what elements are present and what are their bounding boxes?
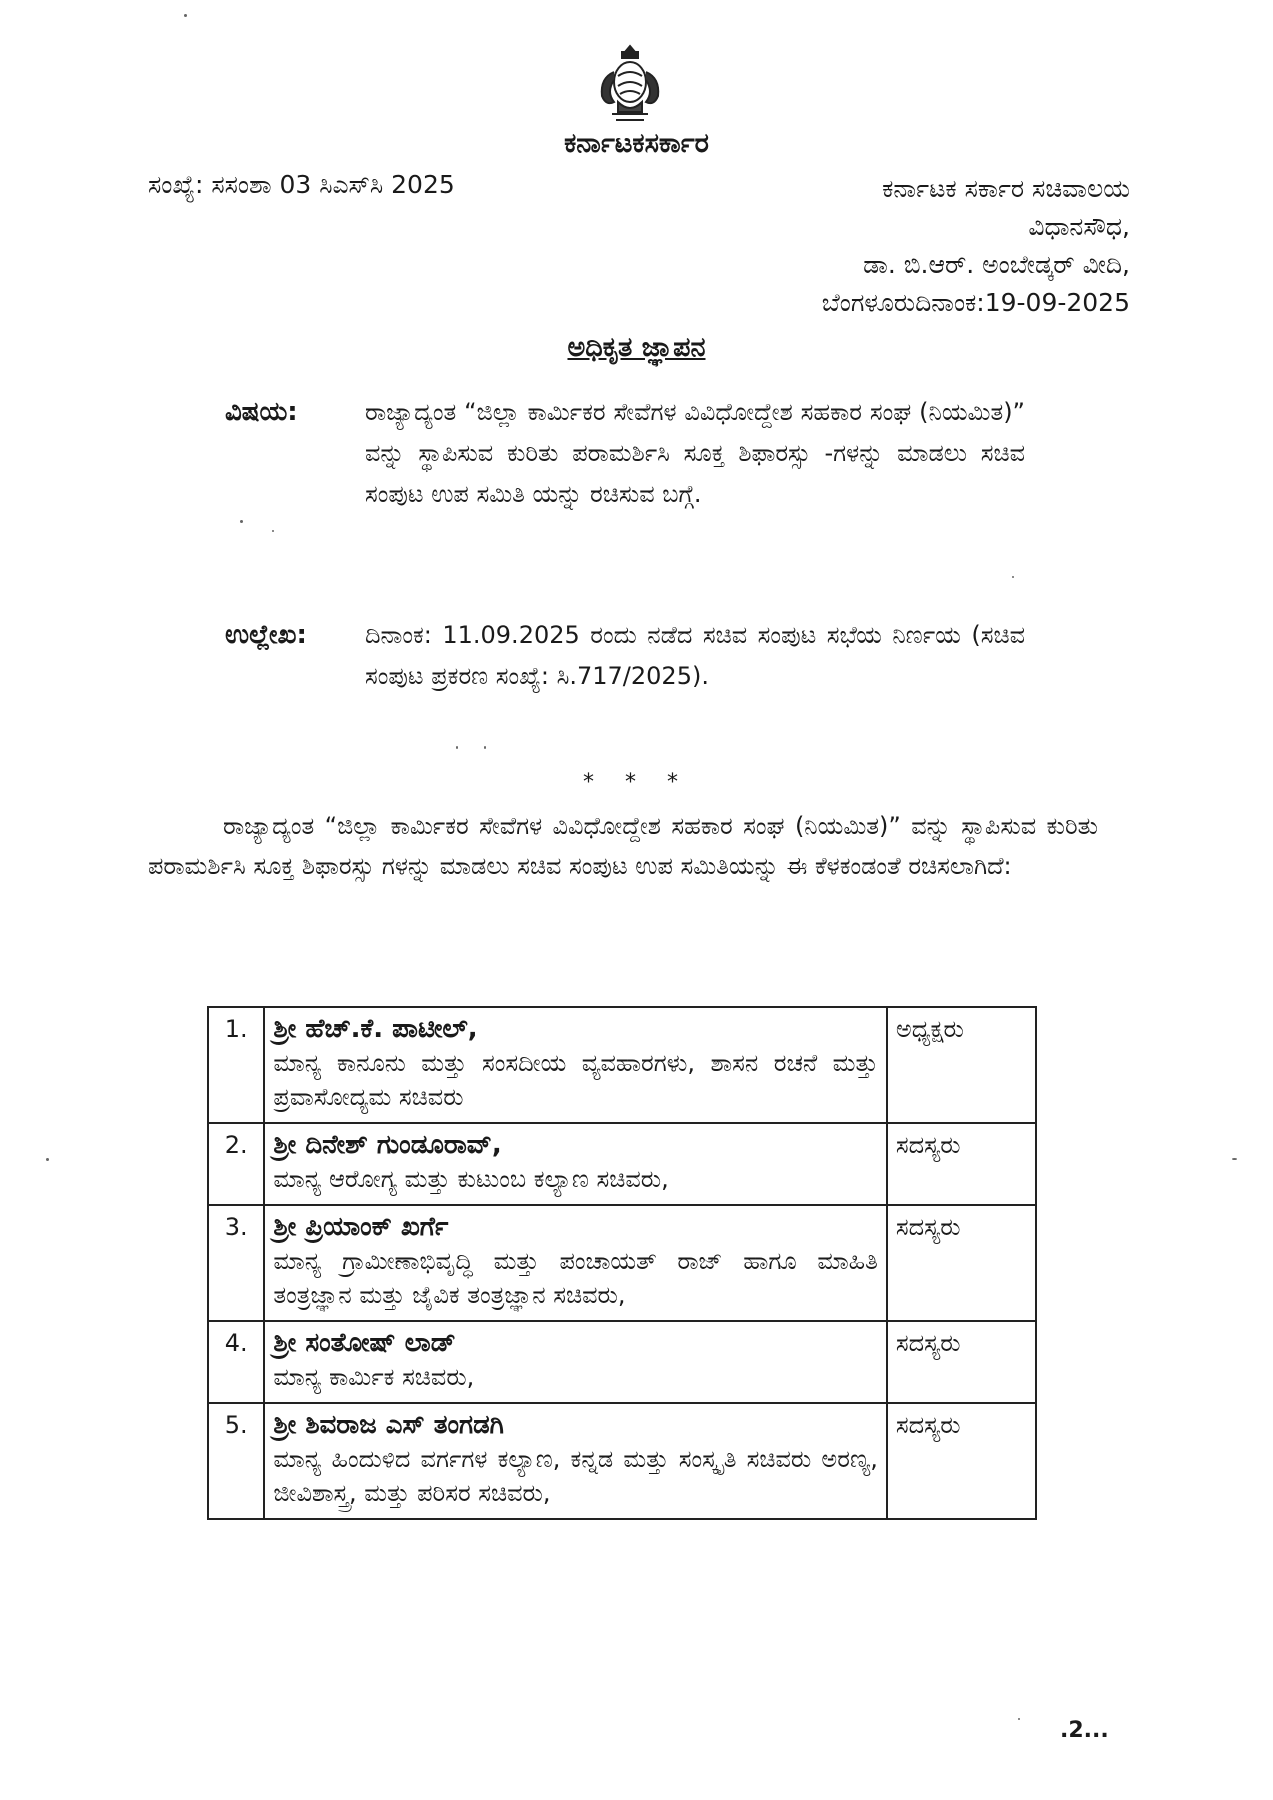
member-role: ಸದಸ್ಯರು: [887, 1403, 1036, 1519]
member-number: 4.: [208, 1321, 264, 1403]
body-paragraph: ರಾಜ್ಯಾದ್ಯಂತ “ಜಿಲ್ಲಾ ಕಾರ್ಮಿಕರ ಸೇವೆಗಳ ವಿವಿಧೋದ್ದೇಶ ಸಹಕಾರ ಸಂಘ (ನಿಯಮಿತ)” ವನ್ನು ಸ್ಥಾಪಿಸುವ ಕುರಿತು ಪರಾಮರ್ಶಿಸಿ ಸೂಕ್ತ ಶಿಫಾರಸ್ಸು ಗಳನ್ನು ಮಾಡಲು ಸಚಿವ ಸಂಪುಟ ಉಪ ಸಮಿತಿಯನ್ನು ಈ ಕೆಳಕಂಡಂತೆ ರಚಿಸಲಾಗಿದೆ:: [148, 812, 1098, 880]
memo-title: ಅಧಿಕೃತ ಜ್ಞಾಪನ: [567, 332, 706, 363]
member-name: ಶ್ರೀ ಶಿವರಾಜ ಎಸ್ ತಂಗಡಗಿ: [273, 1410, 504, 1440]
reference-text: ದಿನಾಂಕ: 11.09.2025 ರಂದು ನಡೆದ ಸಚಿವ ಸಂಪುಟ ಸಭೆಯ ನಿರ್ಣಯ (ಸಚಿವ ಸಂಪುಟ ಪ್ರಕರಣ ಸಂಖ್ಯೆ: ಸಿ.717/2025).: [365, 621, 1025, 690]
member-number: 5.: [208, 1403, 264, 1519]
address-line: ಡಾ. ಬಿ.ಆರ್. ಅಂಬೇಡ್ಕರ್ ವೀದಿ,: [863, 250, 1130, 279]
reference-block: [205, 615, 1025, 697]
table-row: [208, 1007, 1036, 1123]
address-date-line: ಬೆಂಗಳೂರುದಿನಾಂಕ:19-09-2025: [821, 288, 1130, 317]
member-info: [264, 1007, 887, 1123]
member-name: ಶ್ರೀ ಹೆಚ್.ಕೆ. ಪಾಟೀಲ್,: [273, 1014, 478, 1044]
address-line: ಕರ್ನಾಟಕ ಸರ್ಕಾರ ಸಚಿವಾಲಯ: [882, 174, 1130, 203]
member-name: ಶ್ರೀ ದಿನೇಶ್ ಗುಂಡೂರಾವ್,: [273, 1130, 502, 1160]
order-number: ಸಂಖ್ಯೆ: ಸಸಂಶಾ 03 ಸಿಎಸ್‌ಸಿ 2025: [148, 170, 455, 199]
address-line: ವಿಧಾನಸೌಧ,: [1028, 212, 1130, 241]
member-info: [264, 1205, 887, 1321]
member-designation: ಮಾನ್ಯ ಹಿಂದುಳಿದ ವರ್ಗಗಳ ಕಲ್ಯಾಣ, ಕನ್ನಡ ಮತ್ತು ಸಂಸ್ಕೃತಿ ಸಚಿವರು ಅರಣ್ಯ, ಜೀವಿಶಾಸ್ತ್ರ, ಮತ್ತು ಪರಿಸರ ಸಚಿವರು,: [273, 1445, 878, 1507]
scan-speck: [1232, 1158, 1237, 1160]
member-number: 1.: [208, 1007, 264, 1123]
table-row: [208, 1123, 1036, 1205]
member-info: [264, 1403, 887, 1519]
member-number: 2.: [208, 1123, 264, 1205]
page-continuation: .2...: [1060, 1718, 1109, 1743]
scan-speck: [240, 520, 243, 523]
subject-block: [205, 392, 1025, 515]
scan-speck: [484, 746, 486, 749]
member-role: ಸದಸ್ಯರು: [887, 1321, 1036, 1403]
member-role: ಸದಸ್ಯರು: [887, 1123, 1036, 1205]
section-separator: * * *: [583, 770, 690, 795]
reference-label: ಉಲ್ಲೇಖ:: [225, 620, 307, 650]
government-name: ಕರ್ನಾಟಕಸರ್ಕಾರ: [564, 128, 709, 159]
member-role: ಅಧ್ಯಕ್ಷರು: [887, 1007, 1036, 1123]
scan-speck: [46, 1158, 49, 1161]
subject-text: ರಾಜ್ಯಾದ್ಯಂತ “ಜಿಲ್ಲಾ ಕಾರ್ಮಿಕರ ಸೇವೆಗಳ ವಿವಿಧೋದ್ದೇಶ ಸಹಕಾರ ಸಂಘ (ನಿಯಮಿತ)” ವನ್ನು ಸ್ಥಾಪಿಸುವ ಕುರಿತು ಪರಾಮರ್ಶಿಸಿ ಸೂಕ್ತ ಶಿಫಾರಸ್ಸು -ಗಳನ್ನು ಮಾಡಲು ಸಚಿವ ಸಂಪುಟ ಉಪ ಸಮಿತಿ ಯನ್ನು ರಚಿಸುವ ಬಗ್ಗೆ.: [365, 398, 1025, 508]
member-designation: ಮಾನ್ಯ ಗ್ರಾಮೀಣಾಭಿವೃದ್ಧಿ ಮತ್ತು ಪಂಚಾಯತ್ ರಾಜ್ ಹಾಗೂ ಮಾಹಿತಿ ತಂತ್ರಜ್ಞಾನ ಮತ್ತು ಜೈವಿಕ ತಂತ್ರಜ್ಞಾನ ಸಚಿವರು,: [273, 1247, 878, 1309]
subject-label: ವಿಷಯ:: [225, 397, 298, 427]
state-emblem-icon: [588, 42, 672, 126]
member-info: [264, 1123, 887, 1205]
office-address: [700, 170, 1130, 322]
member-designation: ಮಾನ್ಯ ಕಾನೂನು ಮತ್ತು ಸಂಸದೀಯ ವ್ಯವಹಾರಗಳು, ಶಾಸನ ರಚನೆ ಮತ್ತು ಪ್ರವಾಸೋದ್ಯಮ ಸಚಿವರು: [273, 1049, 878, 1111]
member-name: ಶ್ರೀ ಸಂತೋಷ್ ಲಾಡ್: [273, 1328, 456, 1358]
scan-speck: [456, 746, 458, 749]
table-row: [208, 1321, 1036, 1403]
member-name: ಶ್ರೀ ಪ್ರಿಯಾಂಕ್ ಖರ್ಗೆ: [273, 1212, 449, 1242]
member-role: ಸದಸ್ಯರು: [887, 1205, 1036, 1321]
member-info: [264, 1321, 887, 1403]
scan-speck: [1018, 1718, 1020, 1720]
scan-speck: [272, 530, 274, 532]
scan-speck: [184, 14, 187, 17]
member-designation: ಮಾನ್ಯ ಕಾರ್ಮಿಕ ಸಚಿವರು,: [273, 1363, 475, 1391]
member-number: 3.: [208, 1205, 264, 1321]
table-row: [208, 1205, 1036, 1321]
scan-speck: [1012, 576, 1014, 578]
table-row: [208, 1403, 1036, 1519]
members-table: [207, 1006, 1037, 1520]
member-designation: ಮಾನ್ಯ ಆರೋಗ್ಯ ಮತ್ತು ಕುಟುಂಬ ಕಲ್ಯಾಣ ಸಚಿವರು,: [273, 1165, 669, 1193]
